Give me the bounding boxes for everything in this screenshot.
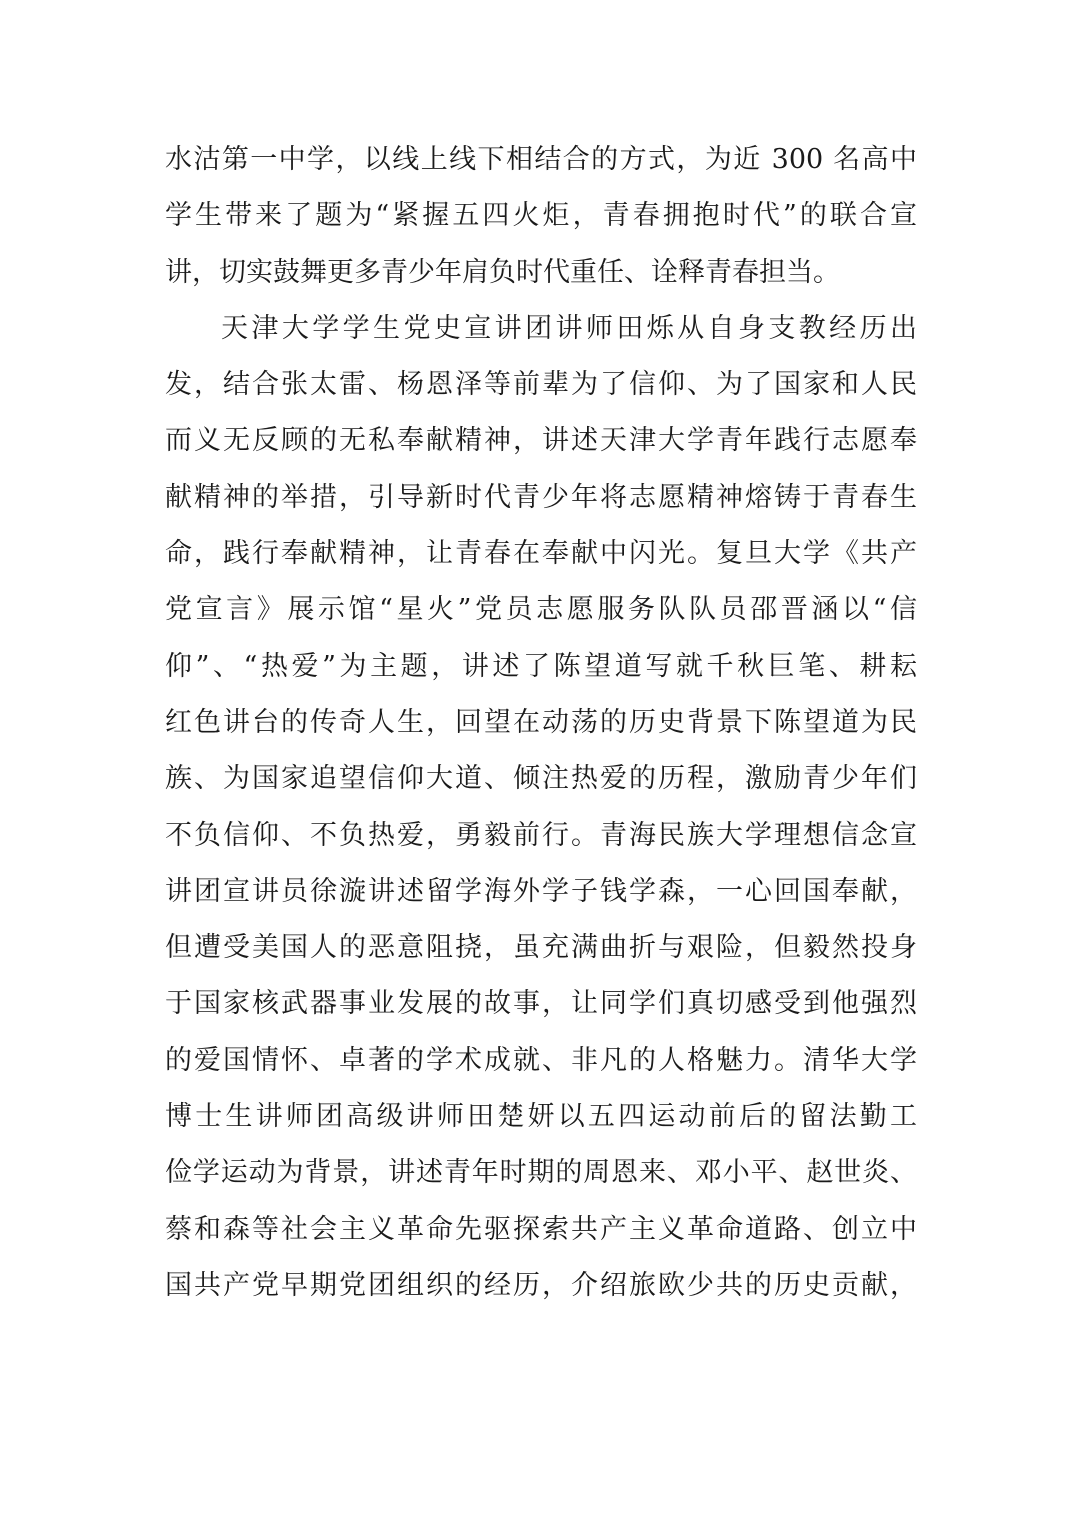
text-line: 讲团宣讲员徐漩讲述留学海外学子钱学森，一心回国奉献， [165, 875, 917, 907]
text-line: 蔡和森等社会主义革命先驱探索共产主义革命道路、创立中 [165, 1213, 917, 1245]
text-line: 的爱国情怀、卓著的学术成就、非凡的人格魅力。清华大学 [165, 1044, 917, 1076]
text-line: 讲，切实鼓舞更多青少年肩负时代重任、诠释青春担当。 [165, 256, 840, 288]
text-line: 于国家核武器事业发展的故事，让同学们真切感受到他强烈 [165, 988, 917, 1020]
text-line: 献精神的举措，引导新时代青少年将志愿精神熔铸于青春生 [165, 481, 917, 513]
text-line: 发，结合张太雷、杨恩泽等前辈为了信仰、为了国家和人民 [165, 369, 917, 401]
paragraph-first-line: 天津大学学生党史宣讲团讲师田烁从自身支教经历出 [221, 312, 917, 344]
text-line: 族、为国家追望信仰大道、倾注热爱的历程，激励青少年们 [165, 763, 917, 795]
text-line: 红色讲台的传奇人生，回望在动荡的历史背景下陈望道为民 [165, 706, 917, 738]
text-line: 俭学运动为背景，讲述青年时期的周恩来、邓小平、赵世炎、 [165, 1157, 917, 1189]
text-line: 党宣言》展示馆“星火”党员志愿服务队队员邵晋涵以“信 [165, 594, 917, 626]
text-line: 水沽第一中学，以线上线下相结合的方式，为近 300 名高中 [165, 144, 917, 175]
body-text [165, 132, 917, 1314]
text-line: 博士生讲师团高级讲师田楚妍以五四运动前后的留法勤工 [165, 1101, 917, 1133]
text-line: 仰”、“热爱”为主题，讲述了陈望道写就千秋巨笔、耕耘 [165, 650, 917, 682]
text-line: 命，践行奉献精神，让青春在奉献中闪光。复旦大学《共产 [165, 538, 917, 570]
text-line: 国共产党早期党团组织的经历，介绍旅欧少共的历史贡献， [165, 1269, 917, 1301]
text-line: 而义无反顾的无私奉献精神，讲述天津大学青年践行志愿奉 [165, 425, 917, 457]
text-line: 不负信仰、不负热爱，勇毅前行。青海民族大学理想信念宣 [165, 819, 917, 851]
text-line: 学生带来了题为“紧握五四火炬，青春拥抱时代”的联合宣 [165, 200, 917, 232]
text-line: 但遭受美国人的恶意阻挠，虽充满曲折与艰险，但毅然投身 [165, 932, 917, 964]
